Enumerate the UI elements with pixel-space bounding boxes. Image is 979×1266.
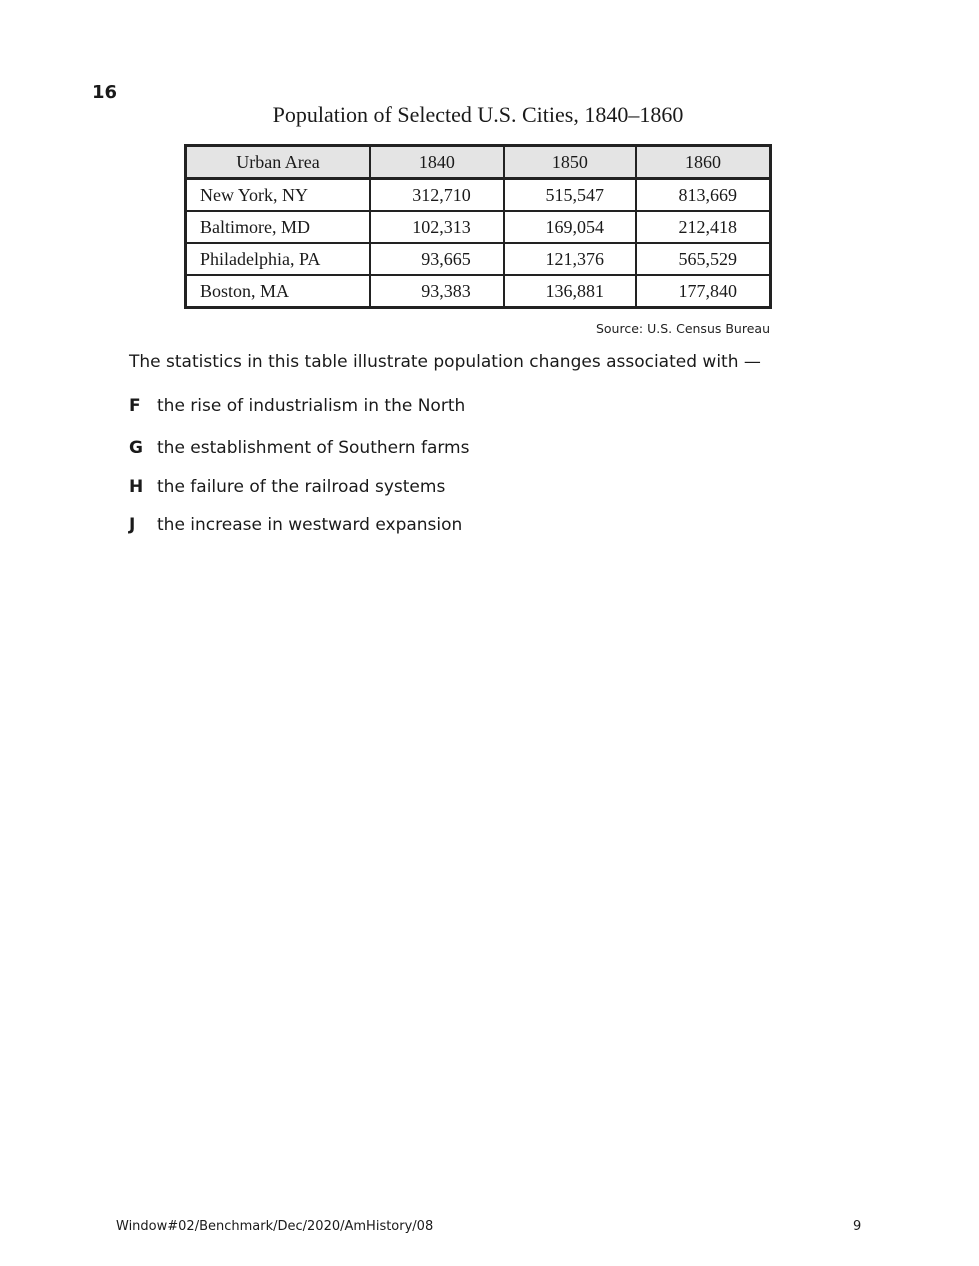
choice-letter: F (129, 396, 141, 416)
answer-choice-j[interactable] (129, 515, 462, 535)
question-stem: The statistics in this table illustrate population changes associated with — (129, 352, 761, 372)
choice-letter: J (129, 515, 136, 535)
cell-1850: 169,054 (504, 211, 636, 243)
header-1860: 1860 (636, 146, 770, 179)
table-row (186, 179, 771, 212)
cell-1850: 121,376 (504, 243, 636, 275)
cell-1840: 102,313 (370, 211, 504, 243)
cell-city: Baltimore, MD (186, 211, 371, 243)
choice-text: the increase in westward expansion (157, 515, 463, 535)
cell-1860: 565,529 (636, 243, 770, 275)
choice-text: the establishment of Southern farms (157, 438, 470, 458)
cell-1840: 93,383 (370, 275, 504, 308)
cell-city: Philadelphia, PA (186, 243, 371, 275)
table-header-row (186, 146, 771, 179)
cell-1850: 515,547 (504, 179, 636, 212)
cell-1840: 93,665 (370, 243, 504, 275)
answer-choice-g[interactable] (129, 438, 469, 458)
cell-city: New York, NY (186, 179, 371, 212)
table-title: Population of Selected U.S. Cities, 1840–1860 (272, 102, 684, 127)
choice-text: the failure of the railroad systems (157, 477, 446, 497)
cell-1850: 136,881 (504, 275, 636, 308)
cell-1860: 177,840 (636, 275, 770, 308)
header-urban-area: Urban Area (186, 146, 371, 179)
choice-text: the rise of industrialism in the North (157, 396, 466, 416)
header-1850: 1850 (504, 146, 636, 179)
table-row (186, 211, 771, 243)
table-source: Source: U.S. Census Bureau (595, 321, 770, 336)
cell-1840: 312,710 (370, 179, 504, 212)
choice-letter: G (129, 438, 143, 458)
answer-choice-f[interactable] (129, 396, 465, 416)
footer-page-number: 9 (853, 1219, 862, 1234)
population-table (184, 144, 772, 309)
footer-document-code: Window#02/Benchmark/Dec/2020/AmHistory/08 (116, 1219, 434, 1234)
cell-1860: 212,418 (636, 211, 770, 243)
cell-1860: 813,669 (636, 179, 770, 212)
table-row (186, 275, 771, 308)
header-1840: 1840 (370, 146, 504, 179)
table-row (186, 243, 771, 275)
cell-city: Boston, MA (186, 275, 371, 308)
choice-letter: H (129, 477, 144, 497)
question-number: 16 (92, 82, 118, 103)
answer-choice-h[interactable] (129, 477, 445, 497)
